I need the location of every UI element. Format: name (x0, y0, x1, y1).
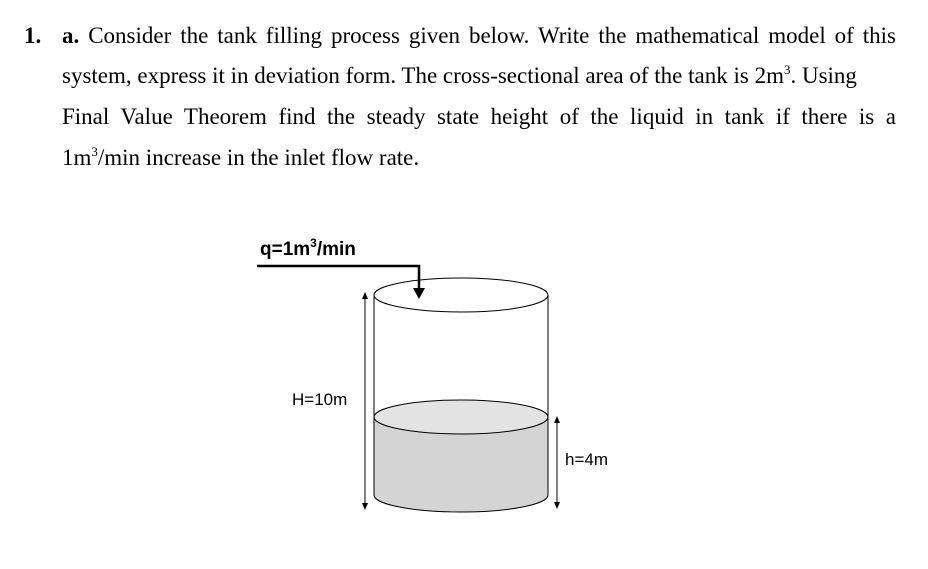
tank-height-label: H=10m (292, 390, 348, 409)
liquid-height-label: h=4m (565, 450, 608, 469)
liquid-surface (374, 400, 548, 434)
question-line-1-text: Consider the tank filling process given below. Write the mathematical model of this (88, 23, 896, 48)
superscript-3: 3 (91, 144, 98, 159)
tank-top (374, 278, 548, 312)
question-line-2-end: . Using (790, 63, 857, 88)
question-line-4-text: /min increase in the inlet flow rate. (97, 145, 420, 170)
question-number: 1. (24, 23, 42, 48)
question-line-3-text: Final Value Theorem find the steady state height of the liquid in tank if there is a (62, 104, 896, 129)
tank-height-arrow-top-icon (362, 292, 368, 299)
liquid-height-arrow-bottom-icon (554, 502, 560, 509)
question-line-2-text: system, express it in deviation form. The cross-sectional area of the tank is 2m (62, 63, 784, 88)
question-part-label: a. (62, 23, 80, 48)
question-line-4-start: 1m (62, 145, 92, 170)
tank-height-arrow-bottom-icon (362, 503, 368, 510)
superscript-3: 3 (783, 62, 791, 77)
inlet-flow-label: $q=1m^3/\min$ (260, 236, 356, 260)
liquid-height-arrow-top-icon (554, 416, 560, 423)
